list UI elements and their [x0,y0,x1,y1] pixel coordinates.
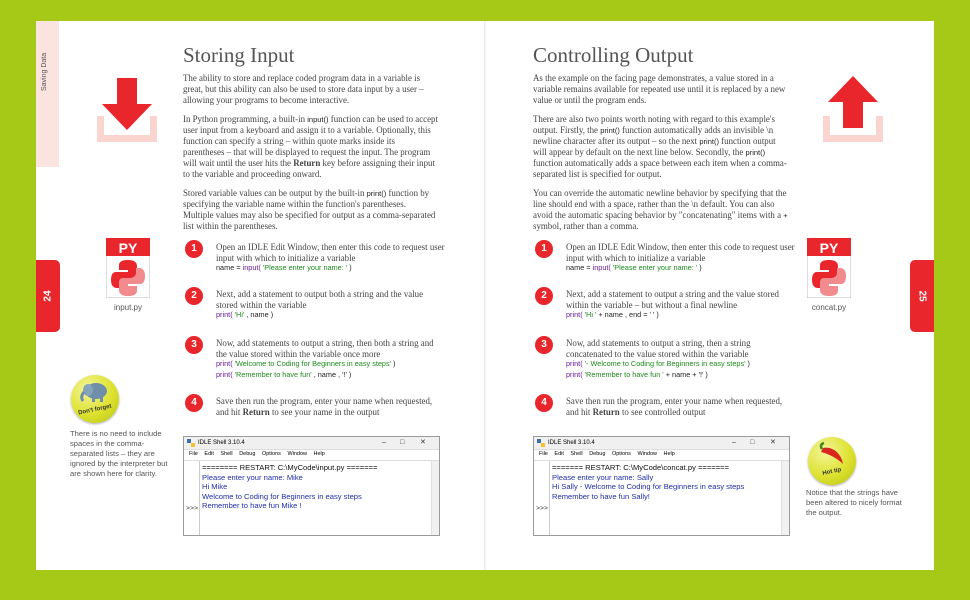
upload-arrow-icon [817,74,889,146]
output-line: Please enter your name: Mike [202,472,303,482]
dont-forget-badge: Don't forget [71,375,119,423]
shell-output[interactable] [534,460,789,535]
close-button[interactable]: ✕ [420,439,426,446]
file-label-left: input.py [113,303,143,312]
python-logo-icon [187,439,195,447]
output-line: Please enter your name: Sally [552,472,654,482]
python-logo-icon [537,439,545,447]
maximize-button[interactable]: □ [400,439,405,446]
menu-debug[interactable]: Debug [589,451,606,457]
menu-options[interactable]: Options [261,451,281,457]
menu-bar [184,450,439,459]
output-line: Welcome to Coding for Beginners in easy steps [202,491,362,501]
idle-shell-window-left [183,436,440,536]
hot-tip-badge: Hot tip [808,437,856,485]
file-label-right: concat.py [811,303,847,312]
menu-bar [534,450,789,459]
chapter-side-tab [36,21,59,167]
output-line: Hi Mike [202,482,228,492]
step-number: 3 [185,336,203,354]
step-text: Next, add a statement to output a string and the value stored within the variable – but without a final newline print( 'Hi ' + name , end = ' ' ) [566,289,796,321]
output-lines [202,463,435,511]
code-line: print( 'Welcome to Coding for Beginners in easy steps' ) [216,359,396,368]
python-file-icon [807,238,851,298]
shell-output[interactable] [184,460,439,535]
page-title-right: Controlling Output [533,43,694,67]
step-number: 2 [185,287,203,305]
menu-edit[interactable]: Edit [554,451,564,457]
step-number: 1 [185,240,203,258]
step-number: 3 [535,336,553,354]
menu-shell[interactable]: Shell [220,451,233,457]
step-text: Open an IDLE Edit Window, then enter this code to request user input with which to initialize a variable name = input( 'Please enter your name: ' ) [566,242,795,272]
shell-prompt: >>> [186,505,198,512]
step-number: 2 [535,287,553,305]
step-text: Next, add a statement to output both a string and the value stored within the variable print( 'Hi' , name ) [216,289,446,321]
output-line: Remember to have fun Sally! [552,491,650,501]
code-line: print( 'Remember to have fun ' + name + '!' ) [566,369,708,379]
menu-window[interactable]: Window [287,451,307,457]
output-line: ======== RESTART: C:\MyCode\input.py ======= [202,463,378,472]
output-line: Remember to have fun Mike ! [202,501,302,511]
svg-text:PY: PY [819,240,839,256]
intro-paragraph-right: As the example on the facing page demonstrates, a value stored in a variable remains available for repeated use until it is replaced by a new value or until the program ends. [533,73,786,105]
menu-file[interactable]: File [189,451,198,457]
output-line: Hi Sally - Welcome to Coding for Beginners in easy steps [552,482,745,492]
menu-file[interactable]: File [539,451,548,457]
scrollbar[interactable] [431,461,439,535]
step-text: Open an IDLE Edit Window, then enter this code to request user input with which to initialize a variable name = input( 'Please enter your name: ' ) [216,242,445,272]
code-line: print( 'Remember to have fun' , name , '!' ) [216,369,352,379]
menu-help[interactable]: Help [313,451,325,457]
code-line: print( '- Welcome to Coding for Beginners in easy steps' ) [566,359,750,368]
menu-help[interactable]: Help [663,451,675,457]
close-button[interactable]: ✕ [770,439,776,446]
menu-window[interactable]: Window [637,451,657,457]
prompt-gutter [184,461,200,535]
chili-pepper-icon [817,442,847,468]
menu-options[interactable]: Options [611,451,631,457]
window-titlebar: IDLE Shell 3.10.4 – □ ✕ [534,437,789,450]
input-function-paragraph: In Python programming, a built-in input() function can be used to accept user input from a keyboard and assign it to a variable. Optionally, this function can specify a string – within quote marks inside its parentheses – that will be displayed to request the input. The program will wait until the user hits the Return key before assigning their input to the variable and proceeding onward. [183,114,438,179]
menu-edit[interactable]: Edit [204,451,214,457]
code-line: name = input( 'Please enter your name: ' ) [566,263,702,272]
code-line: print( 'Hi ' + name , end = ' ' ) [566,310,659,319]
page-title-left: Storing Input [183,43,295,67]
output-lines [552,463,785,501]
code-line: name = input( 'Please enter your name: ' ) [216,263,352,272]
concatenation-paragraph: You can override the automatic newline behavior by specifying that the line should end with a space, rather than the \n default. You can also avoid the automatic spacing behavior by "concatenating" items with a + symbol, rather than a comma. [533,188,788,231]
step-text: Now, add statements to output a string, then both a string and the value stored within the variable once more print( 'Welcome to Coding for Beginners in easy steps' ) print( 'Remember to have fun' , name , '!' ) [216,338,446,380]
python-file-icon [106,238,150,298]
step-number: 4 [535,394,553,412]
intro-paragraph-left: The ability to store and replace coded program data in a variable is great, but this ability can also be used to store data input by a user – allowing your programs to become interactive. [183,73,424,105]
shell-prompt: >>> [536,505,548,512]
step-text: Now, add statements to output a string, then a string concatenated to the value stored within the variable print( '- Welcome to Coding for Beginners in easy steps' ) print( 'Remember to have fun ' + name + '!' ) [566,338,796,380]
idle-shell-window-right [533,436,790,536]
output-line: ======= RESTART: C:\MyCode\concat.py ======= [552,463,730,472]
chapter-label: Saving Data [41,52,48,91]
window-titlebar: IDLE Shell 3.10.4 – □ ✕ [184,437,439,450]
note-left: There is no need to include spaces in the comma-separated lists – they are ignored by the interpreter but are shown here for clarity. [70,429,168,478]
svg-text:PY: PY [118,240,138,256]
minimize-button[interactable]: – [732,439,736,446]
menu-shell[interactable]: Shell [570,451,583,457]
step-text: Save then run the program, enter your name when requested, and hit Return to see your name in the output [216,396,433,417]
scrollbar[interactable] [781,461,789,535]
maximize-button[interactable]: □ [750,439,755,446]
prompt-gutter [534,461,550,535]
minimize-button[interactable]: – [382,439,386,446]
page-number-tab-right: 25 [910,260,934,332]
code-line: print( 'Hi' , name ) [216,310,274,319]
download-arrow-icon [91,74,163,146]
menu-debug[interactable]: Debug [239,451,256,457]
step-text: Save then run the program, enter your name when requested, and hit Return to see controlled output [566,396,783,417]
page-number-tab-left: 24 [36,260,60,332]
elephant-icon [79,379,111,403]
book-spine [484,21,486,570]
newline-paragraph: There are also two points worth noting with regard to this example's output. Firstly, the print() function automatically adds an invisible \n newline character after its output – so the next print() function output will appear by default on the next line below. Secondly, the print() function automatically adds a space between each item when a comma-separated list is specified for output. [533,114,787,179]
book-spread [36,21,934,570]
note-right: Notice that the strings have been altered to nicely format the output. [806,488,902,517]
step-number: 1 [535,240,553,258]
print-function-paragraph: Stored variable values can be output by the built-in print() function by specifying the variable name within the function's parentheses. Multiple values may also be specified for output as a comma-separated list within the parentheses. [183,188,436,231]
step-number: 4 [185,394,203,412]
